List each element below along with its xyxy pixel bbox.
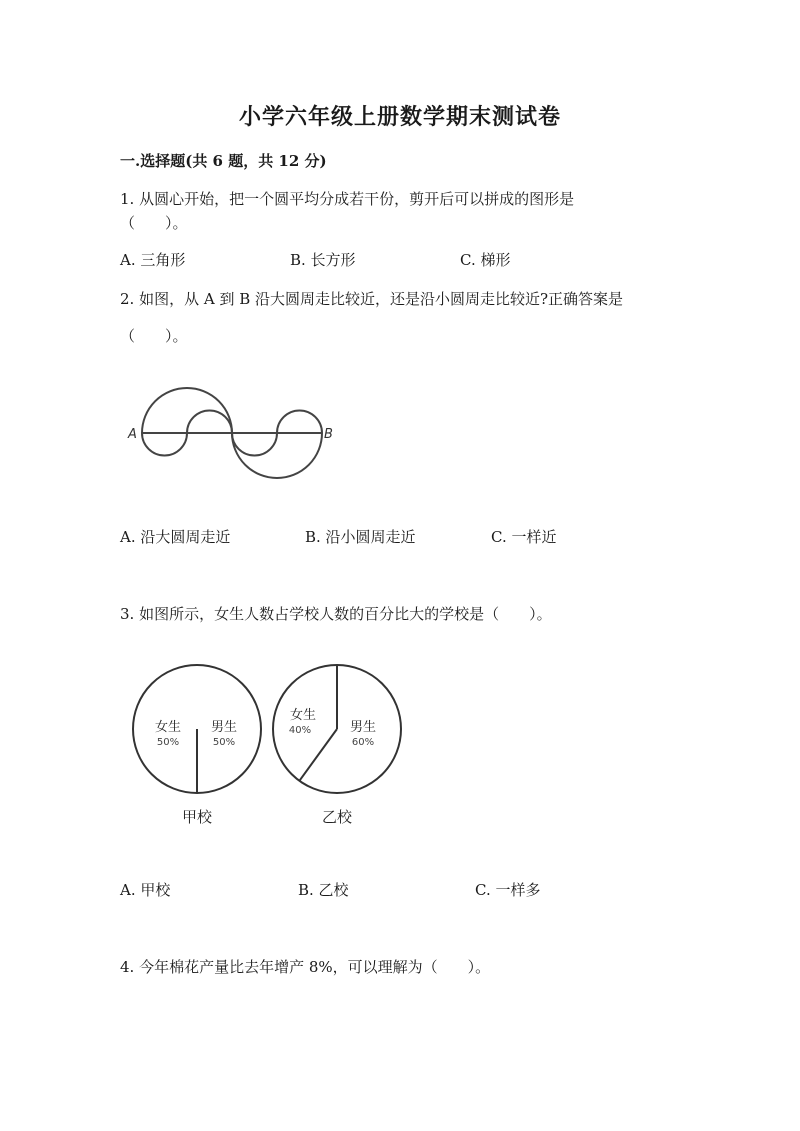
question-2-option-a[interactable]: A. 沿大圆周走近 [120, 528, 231, 546]
question-2-text: 2. 如图，从 A 到 B 沿大圆周走比较近，还是沿小圆周走比较近?正确答案是 [120, 290, 624, 308]
question-1-blank: （ ）。 [120, 214, 188, 232]
question-1-option-b[interactable]: B. 长方形 [290, 251, 356, 269]
pie-jia-girls-label: 女生 [154, 720, 182, 735]
pie-jia-title: 甲校 [181, 808, 213, 826]
question-3-option-b[interactable]: B. 乙校 [298, 881, 349, 899]
pie-charts-figure [120, 655, 420, 840]
pie-chart-jia [133, 665, 261, 826]
question-3-text: 3. 如图所示，女生人数占学校人数的百分比大的学校是（ ）。 [120, 605, 552, 623]
circle-path-figure [120, 375, 350, 485]
pie-yi-boys-label: 男生 [349, 720, 377, 735]
pie-chart-yi [273, 665, 401, 826]
pie-jia-boys-label: 男生 [210, 720, 238, 735]
question-4-text: 4. 今年棉花产量比去年增产 8%，可以理解为（ ）。 [120, 958, 491, 976]
question-1-option-c[interactable]: C. 梯形 [460, 251, 511, 269]
pie-jia-boys-pct: 50% [212, 737, 236, 748]
question-2-option-b[interactable]: B. 沿小圆周走近 [305, 528, 416, 546]
pie-yi-boys-pct: 60% [351, 737, 375, 748]
pie-yi-girls-label: 女生 [289, 708, 317, 723]
pie-yi-girls-pct: 40% [288, 725, 312, 736]
question-2-blank: （ ）。 [120, 327, 188, 345]
section-heading: 一.选择题(共 6 题，共 12 分) [120, 152, 327, 170]
question-1-option-a[interactable]: A. 三角形 [120, 251, 186, 269]
point-a-label: A [128, 427, 137, 442]
pie-yi-title: 乙校 [321, 808, 353, 826]
page-title: 小学六年级上册数学期末测试卷 [238, 104, 561, 130]
pie-jia-girls-pct: 50% [156, 737, 180, 748]
question-1-text: 1. 从圆心开始，把一个圆平均分成若干份，剪开后可以拼成的图形是 [120, 190, 575, 208]
point-b-label: B [324, 427, 333, 442]
pie-yi-divider-slice [299, 729, 337, 781]
question-2-option-c[interactable]: C. 一样近 [491, 528, 557, 546]
question-3-option-a[interactable]: A. 甲校 [120, 881, 171, 899]
question-3-option-c[interactable]: C. 一样多 [475, 881, 541, 899]
